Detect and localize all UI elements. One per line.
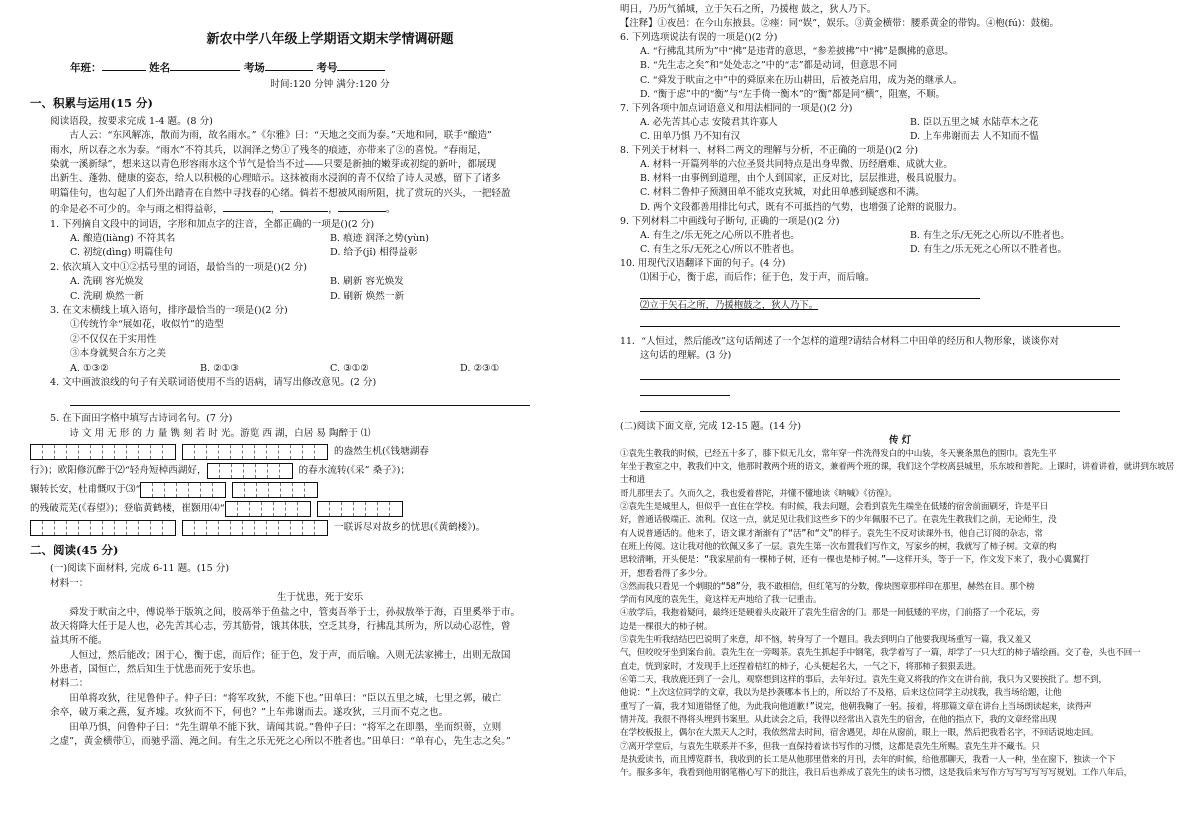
story-line: 哥儿那里去了。久而久之，我也爱着普陀，并懂不懂地读《呐喊》《彷徨》。 [620, 488, 897, 499]
q2-option-d[interactable]: D. 刷新 焕然一新 [330, 290, 405, 302]
q1-option-a[interactable]: A. 酿造(liàng) 不符其名 [70, 233, 176, 245]
material-1-title: 生于忧患，死于安乐 [276, 592, 364, 604]
passage-line: 明篇佳句，也勾起了人们外出踏青在自然中寻找春的心绪。倘若不想被风雨所阻，扰了赏玩的兴头，一把轻盈 [50, 187, 511, 199]
q3-item: ②不仅仅在于实用性 [70, 333, 157, 345]
material-1-label: 材料一： [50, 577, 89, 589]
q7-option-a[interactable]: A. 必先苦其心志 安陵君其许寡人 [640, 116, 778, 128]
question-5: 5. 在下面田字格中填写古诗词名句。(7 分) [50, 413, 233, 425]
q5-grid-row-1 [30, 444, 590, 460]
passage-line: 出新生、蓬勃、健康的姿态，给人以积极的心理暗示。这抹被雨水浸润的青不仅给了诗人灵感，留下了诸多 [50, 173, 501, 185]
question-6: 6. 下列选项说法有误的一项是()(2 分) [620, 32, 778, 44]
question-11: 11．“人恒过，然后能改”这句话阐述了一个怎样的道理?请结合材料二中田单的经历和人物形象，谈谈你对 [620, 336, 1060, 348]
q5-grid-row-5 [30, 520, 590, 536]
q2-option-b[interactable]: B. 刷新 容光焕发 [330, 276, 404, 288]
question-10: 10. 用现代汉语翻译下面的句子。(4 分) [620, 257, 786, 269]
story-line: 开，想看看得了多少分。 [620, 568, 713, 579]
char-grid[interactable] [30, 520, 176, 536]
material-line: 田单将攻狄，往见鲁仲子。仲子曰：“将军攻狄，不能下也。”田单曰：“臣以五里之城，七里之郭，破亡 [69, 692, 502, 704]
q5-line: 的盎然生机(《钱塘湖春 [334, 445, 429, 457]
passage-line-last: 的伞是必不可少的。伞与雨之相得益彰， ， ， 。 [50, 201, 590, 217]
q8-option-d[interactable]: D. 两个文段都善用排比句式，既有不可抵挡的气势，也增强了论辩的说服力。 [640, 201, 963, 213]
story-line: 午。服多多年，我看到他用钢笔楷心写下的批注，我日后也养成了袁先生的读书习惯，这是我后来写作方写写写写写写规划。工作八年后， [620, 768, 1133, 779]
q1-option-b[interactable]: B. 痕迹 润泽之势(yùn) [330, 233, 430, 245]
story-line: ⑤袁先生听我结结巴巴说明了来意，却不恼，转身写了一个题目。我去到明白了他要我现场重写一篇，我又羞又 [620, 635, 1032, 646]
page-title: 新农中学八年级上学期语文期末学情调研题 [206, 32, 454, 47]
q9-option-d[interactable]: D. 有生之/乐无死之心所以不胜者也。 [910, 243, 1067, 255]
char-grid[interactable] [317, 501, 403, 517]
story-line: 气，但咬咬牙坐到案台前。袁先生在一旁喝茶。袁先生抓起手中钢笔，我学着写了一篇，却学了一只大红的柿子墙绘画。交了卷，头也不回一 [620, 648, 1141, 659]
q3-option-a[interactable]: A. ①③② [70, 362, 109, 374]
fill-blank[interactable] [223, 201, 271, 212]
room-blank [265, 60, 313, 71]
material-line: 人恒过，然后能改；困于心，衡于虑，而后作；征于色，发于声，而后喻。入则无法家拂士，出则无敌国 [69, 649, 511, 661]
material-line: 故天将降大任于是人也，必先苦其心志，劳其筋骨，饿其体肤，空乏其身，行拂乱其所为，所以动心忍性，曾 [50, 620, 511, 632]
material-line: 益其所不能。 [50, 635, 108, 647]
q3-item: ③本身就契合东方之美 [70, 348, 166, 360]
story-line: 他说：“上次这位同学的文章，我以为是抄袭哪本书上的，所以给了不及格，后来这位同学主动找我，我当场给题，让他 [620, 688, 1062, 699]
q1-option-d[interactable]: D. 给予(jǐ) 相得益彰 [330, 247, 418, 259]
story-line: 好，普通话极端正、流利。仅这一点，就足见让我们这些乡下的少年佩服不已了。在袁先生教我们之前，无论师生，没 [620, 515, 1057, 526]
question-3: 3. 在文末横线上填入语句，排序最恰当的一项是()(2 分) [50, 304, 288, 316]
subsection-2: (二)阅读下面文章, 完成 12-15 题。(14 分) [620, 420, 801, 432]
story-line: ③然而我只看见一个刺眼的“58”分，我不敢相信，但红笔写的分数，像块图章那样印在那里，赫然在目。那个榜 [620, 581, 1035, 592]
q5-line: 的春水流转(《采” 桑子》)； [298, 464, 410, 476]
q5-line: 行》)；欧阳修沉醉于⑵“轻舟短棹西湖好， [30, 464, 207, 476]
q5-line: 诗 文 用 无 形 的 力 量 镌 刻 若 时 光。游览 西 湖，白居 易 陶醉于 ⑴ [69, 427, 371, 439]
q9-option-b[interactable]: B. 有生之乐/无死之心所以/不胜者也。 [910, 229, 1070, 241]
material-line: 舜发于畎亩之中，傅说举于版筑之间，胶鬲举于鱼盐之中，管夷吾举于士，孙叔敖举于海，百里奚举于市。 [69, 606, 521, 618]
passage-end: 。 [385, 204, 396, 216]
student-info-line [30, 60, 590, 77]
q10-item: ⑴困于心，衡于虑，而后作；征于色，发于声，而后喻。 [640, 272, 875, 284]
char-grid[interactable] [30, 444, 176, 460]
q4-answer-line[interactable] [70, 394, 530, 406]
question-4: 4. 文中画波浪线的句子有关联词语使用不当的语病，请写出修改意见。(2 分) [50, 376, 377, 388]
q6-option-b[interactable]: B. “先生志之矣”和“处处志之”中的“志”都是动词，但意思不同 [640, 60, 898, 72]
class-blank [102, 60, 146, 71]
story-line: ⑥第二天，我放鹿还到了一会儿，观察想到这样的事后，去年好过。袁先生竟又将我的作文在讲台前，我只为又要挨批了。想不到， [620, 675, 1107, 686]
seat-label: 考号 [316, 61, 338, 74]
char-grid[interactable] [207, 463, 293, 479]
q5-grid-row-3 [30, 482, 590, 498]
char-grid[interactable] [140, 482, 226, 498]
section-heading-2: 二、阅读(45 分) [30, 543, 119, 558]
passage-line: 雨水，所以春之水为泰。“雨水”不符其兵，以润泽之势①了残冬的痕迹，亦带来了②的喜悦。“春雨足， [50, 144, 487, 156]
footnote: 【注释】①夜邑：在今山东掖县。②瘗：同“娱”，娱乐。③黄金横带：腰系黄金的带钩。④枹(fú)：鼓槌。 [620, 18, 1059, 30]
class-label: 年班： [70, 61, 102, 74]
question-11-cont: 这句话的理解。(3 分) [640, 350, 732, 362]
story-line: ②袁先生是城里人，但似乎一直住在学校。有时候，我去问题，会看到袁先生端坐在低矮的宿舍前面刷牙，许是平日 [620, 501, 1049, 512]
fill-blank[interactable] [280, 201, 328, 212]
story-line: 思较清晰，开头便是：“我家屋前有一棵柿子树，还有一棵也是柿子树。”——这样开头，等于一下，作文发下来了，我小心翼翼打 [620, 555, 1089, 566]
right-column [620, 0, 1180, 817]
seat-blank [337, 60, 385, 71]
story-line: 直走，恍到家时，才发现手上还捏着桔红的柿子，心头便起名大，一气之下，将那柿子狠狠丢进。 [620, 661, 981, 672]
q3-option-d[interactable]: D. ②③① [460, 362, 500, 374]
story-line: 在班上传阅。这让我对他的钦佩又多了一层。袁先生第一次布置我们写作文，写家乡的树，我就写了柿子树。文章的构 [620, 541, 1057, 552]
story-line: ①袁先生教我的时候，已经五十多了，膝下似无儿女，常年穿一件洗得发白的中山装，冬天裹条黑色的围巾。袁先生平 [620, 448, 1057, 459]
story-body [620, 448, 1180, 781]
question-1: 1. 下列摘自文段中的词语，字形和加点字的注音，全都正确的一项是()(2 分) [50, 218, 375, 230]
material-line: 之虚”，黄金横带①，而驰乎淄、渑之间。有生之乐无死之心所以不胜者也。”田单曰：“单有心，先生志之矣。” [50, 736, 511, 748]
q5-grid-row-2 [30, 463, 590, 479]
story-title: 传 灯 [888, 434, 911, 446]
material-line: 余卒，破万乘之燕，复齐墟。攻狄而不下，何也？”上车弗谢而去。遂攻狄，三月而不克之也。 [50, 707, 449, 719]
char-grid[interactable] [225, 501, 311, 517]
material-line: 田单乃惧，问鲁仲子曰：“先生谓单不能下狄，请闻其说。”鲁仲子曰：“将军之在即墨，坐而织蒉，立则 [69, 721, 502, 733]
story-line: 重写了一篇，我才知道错怪了他，为此我向他道歉!”说完，他朝我鞠了一躬。接着，将那篇文章在讲台上当场朗读起来，读得声 [620, 701, 1092, 712]
q3-option-c[interactable]: C. ③①② [330, 362, 369, 374]
story-line: ④放学后，我抱着疑问，最终还是硬着头皮敲开了袁先生宿舍的门。那是一间低矮的平房，门前搭了一个花坛，旁 [620, 608, 1040, 619]
story-line: 在学校板报上，偶尔在大黑天人之时，我依然常去时间，宿舍遇见，却在从窗前，眼上一眼，然后把我看名字，不回话说地走回。 [620, 728, 1099, 739]
q8-option-c[interactable]: C. 材料二鲁仲子预测田单不能攻克狄城，对此田单感到疑惑和不满。 [640, 187, 925, 199]
material-line: 明日，乃历气循城，立于矢石之所，乃援枹 鼓之，狄人乃下。 [620, 4, 877, 15]
q3-option-b[interactable]: B. ②①③ [200, 362, 239, 374]
material-line: 外患者，国恒亡，然后知生于忧患而死于安乐也。 [50, 664, 262, 676]
question-7: 7. 下列各项中加点词语意义和用法相同的一项是()(2 分) [620, 102, 853, 114]
story-line: 学而有风度的袁先生，竟这样无声地给了我一记重击。 [620, 595, 822, 606]
q5-grid-row-4 [30, 501, 590, 517]
q11-answer-line[interactable] [640, 368, 1120, 380]
story-line: 情并茂。我很不得将头埋到书案里。从此读会之后，我得以经常出入袁先生的宿舍，在他的指点下，我的文章经常出现 [620, 714, 1057, 725]
q6-option-a[interactable]: A. “行拂乱其所为”中“拂”是违背的意思，“参差披拂”中“拂”是飘拂的意思。 [640, 46, 954, 58]
q5-line: 辗转长安，杜甫慨叹于⑶“ [30, 483, 141, 495]
subsection-1: (一)阅读下面材料, 完成 6-11 题。(15 分) [50, 563, 230, 575]
q7-option-b[interactable]: B. 臣以五里之城 水陆草木之花 [910, 116, 1039, 128]
left-column [30, 0, 590, 817]
room-label: 考场 [243, 61, 265, 74]
q10-answer-line[interactable] [640, 315, 1120, 327]
q1-option-c[interactable]: C. 初绽(dìng) 明篇佳句 [70, 247, 173, 259]
q2-option-a[interactable]: A. 洗刷 容光焕发 [70, 276, 144, 288]
name-blank [170, 60, 240, 71]
name-label: 姓名 [149, 61, 171, 74]
q6-option-d[interactable]: D. “衡于虑”中的“衡”与“左手倚一衡木”的“衡”都是同“横”，阻塞，不顺。 [640, 88, 945, 100]
q8-option-a[interactable]: A. 材料一开篇列举的六位圣贤共同特点是出身卑微、历经磨难、成就大业。 [640, 159, 953, 171]
fill-blank[interactable] [338, 201, 386, 212]
q3-item: ①传统竹伞“展如花，收似竹”的造型 [70, 319, 224, 331]
q7-option-c[interactable]: C. 田单乃惧 乃不知有汉 [640, 130, 741, 142]
q8-option-b[interactable]: B. 材料一由事例到道理，由个人到国家，正反对比，层层推进，极具说服力。 [640, 173, 963, 185]
q11-answer-line[interactable] [640, 384, 730, 396]
passage-line: 染就一溪新绿”，想来这以青色形容雨水这个节气是恰当不过——只要是新抽的嫩芽或初绽的新叶，都展现 [50, 159, 497, 171]
q5-line: 一联诉尽对故乡的忧思(《黄鹤楼》)。 [334, 521, 486, 533]
char-grid[interactable] [182, 444, 328, 460]
q6-option-c[interactable]: C. “舜发于畎亩之中”中的舜原来在历山耕田，后被尧启用，成为尧的继承人。 [640, 74, 963, 86]
q7-option-d[interactable]: D. 上车弗谢而去 人不知而不愠 [910, 130, 1039, 142]
q9-option-c[interactable]: C. 有生之乐/无死之心/所以不胜者也。 [640, 243, 800, 255]
story-line: ⑦离开学堂后，与袁先生联系并不多，但我一直保持着读书写作的习惯，这都是袁先生所赐。袁先生并不藏书。只 [620, 741, 1040, 752]
time-score: 时间:120 分钟 满分:120 分 [270, 79, 390, 91]
section-heading-1: 一、积累与运用(15 分) [30, 95, 153, 110]
q10-answer-line[interactable] [640, 287, 980, 299]
story-line: 年坐于教室之中，教我们中文，他那时教两个班的语文，兼着两个班的课，我们这个学校离县城里，乐东坡和普陀。上课时，讲着讲着，就讲到东坡居士和逍 [620, 462, 1174, 486]
question-8: 8. 下列关于材料一、材料二两文的理解与分析，不正确的一项是()(2 分) [620, 145, 919, 157]
story-line: 有人说普通话的。他来了，语文课才渐渐有了“活”和“文”的样子。袁先生不反对读课外书，他自己订阅的杂志，常 [620, 528, 1043, 539]
passage-line: 的伞是必不可少的。伞与雨之相得益彰， [50, 204, 223, 216]
reading-intro: 阅读语段，按要求完成 1-4 题。(8 分) [50, 115, 213, 127]
q10-item: ⑵立于矢石之所，乃援枹鼓之，狄人乃下。 [640, 300, 819, 312]
q5-line: 的残破荒芜(《春望》)；登临黄鹤楼，崔颢用⑷“ [30, 502, 225, 514]
story-line: 是执爱读书，而且博览群书，我收到的长工是从他那里借来的月刊，去年的时候，给他那聊天，我看一人一种，坐在窗下，独读一个下 [620, 754, 1116, 765]
char-grid[interactable] [232, 482, 318, 498]
passage-line: 古人云：“东风解冻，散而为雨，故名雨水。”《尔雅》曰：“天地之交而为泰。”天地和同，联手“酿造” [69, 130, 492, 142]
question-9: 9. 下列材料二中画线句子断句, 正确的一项是()(2 分) [620, 215, 840, 227]
char-grid[interactable] [182, 520, 328, 536]
q9-option-a[interactable]: A. 有生之/乐无死之/心所以不胜者也。 [640, 229, 800, 241]
q2-option-c[interactable]: C. 洗刷 焕然一新 [70, 290, 144, 302]
q11-answer-line[interactable] [640, 400, 1120, 412]
story-line: 边是一棵很大的柿子树。 [620, 621, 713, 632]
material-2-label: 材料二： [50, 678, 89, 690]
question-2: 2. 依次填入文中①②括号里的词语，最恰当的一项是()(2 分) [50, 261, 307, 273]
